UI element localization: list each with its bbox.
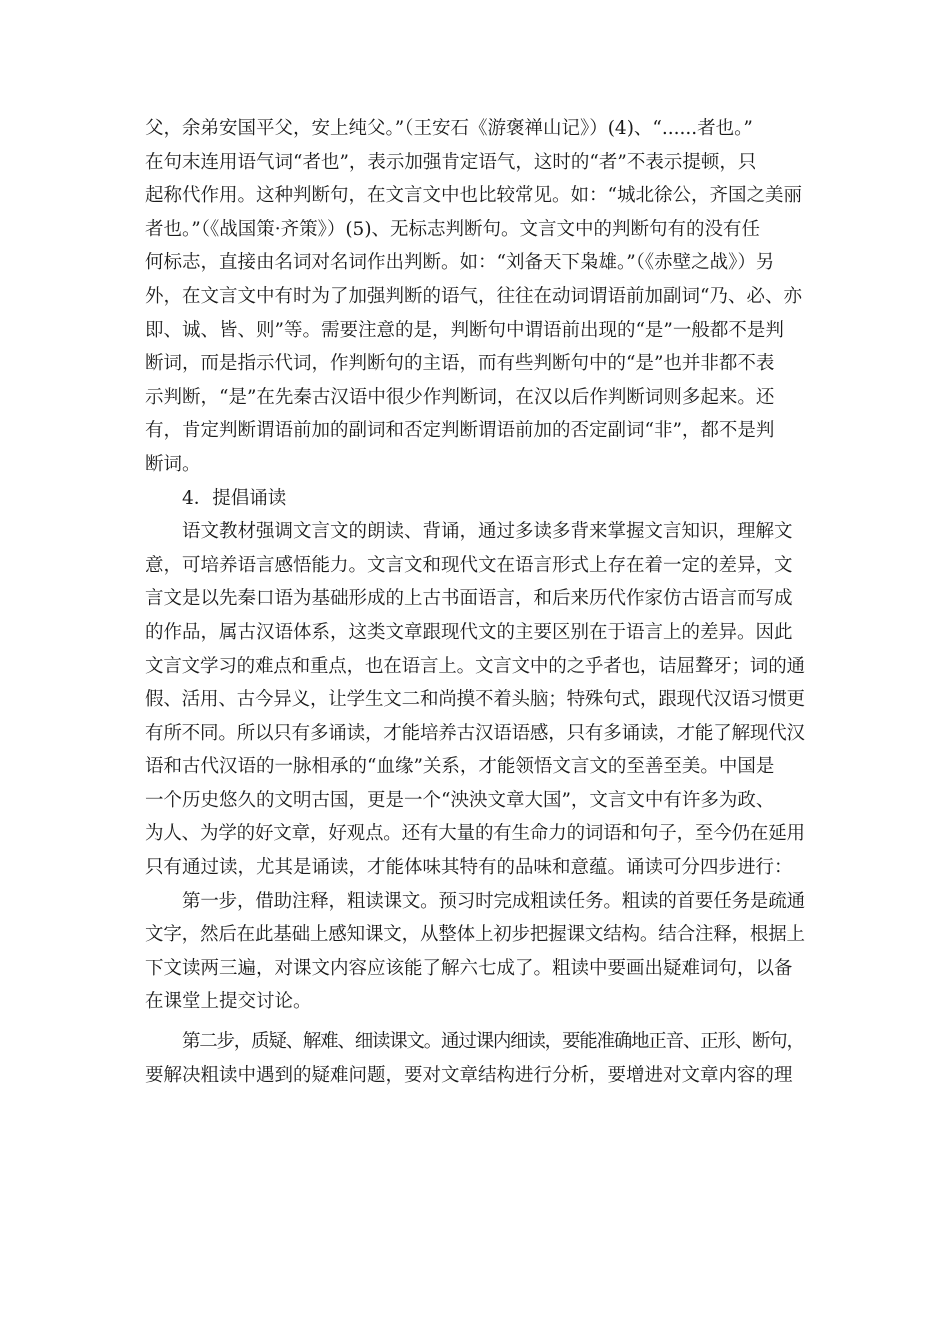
text-line: 要解决粗读中遇到的疑难问题，要对文章结构进行分析，要增进对文章内容的理 (145, 1064, 793, 1086)
text-line: 起称代作用。这种判断句，在文言文中也比较常见。如：“城北徐公，齐国之美丽 (145, 185, 802, 207)
text-line: 者也。”（《战国策·齐策》）(5)、无标志判断句。文言文中的判断句有的没有任 (145, 218, 761, 240)
text-line: 即、诚、皆、则”等。需要注意的是，判断句中谓语前出现的“是”一般都不是判 (145, 319, 784, 341)
text-line: 何标志，直接由名词对名词作出判断。如：“刘备天下枭雄。”（《赤壁之战》）另 (145, 252, 775, 274)
section-heading (145, 482, 805, 516)
text-line: 有，肯定判断谓语前加的副词和否定判断谓语前加的否定副词“非”，都不是判 (145, 420, 775, 442)
text-line: 意，可培养语言感悟能力。文言文和现代文在语言形式上存在着一定的差异，文 (145, 554, 793, 576)
text-line: 一个历史悠久的文明古国，更是一个“泱泱文章大国”，文言文中有许多为政、 (145, 789, 775, 811)
heading-line: 4．提倡诵读 (182, 487, 287, 509)
text-line: 第一步，借助注释，粗读课文。预习时完成粗读任务。粗读的首要任务是疏通 (182, 890, 805, 912)
text-line: 在课堂上提交讨论。 (145, 991, 312, 1013)
text-line: 语文教材强调文言文的朗读、背诵，通过多读多背来掌握文言知识，理解文 (182, 521, 793, 543)
text-line: 假、活用、古今异义，让学生文二和尚摸不着头脑；特殊句式，跟现代汉语习惯更 (145, 689, 805, 711)
text-line: 断词，而是指示代词，作判断句的主语，而有些判断句中的“是”也并非都不表 (145, 353, 775, 375)
text-line: 言文是以先秦口语为基础形成的上古书面语言，和后来历代作家仿古语言而写成 (145, 588, 793, 610)
text-line: 外，在文言文中有时为了加强判断的语气，往往在动词谓语前加副词“乃、必、亦 (145, 285, 802, 307)
paragraph (145, 515, 805, 885)
text-line: 第二步，质疑、解难、细读课文。通过课内细读，要能准确地正音、正形、断句， (182, 1031, 804, 1053)
text-line: 为人、为学的好文章，好观点。还有大量的有生命力的词语和句子，至今仍在延用 (145, 823, 805, 845)
text-line: 语和古代汉语的一脉相承的“血缘”关系，才能领悟文言文的至善至美。中国是 (145, 756, 775, 778)
text-line: 示判断，“是”在先秦古汉语中很少作判断词，在汉以后作判断词则多起来。还 (145, 386, 775, 408)
text-line: 文字，然后在此基础上感知课文，从整体上初步把握课文结构。结合注释，根据上 (145, 924, 805, 946)
document-body (145, 112, 805, 1092)
paragraph (145, 112, 805, 482)
text-line: 在句末连用语气词“者也”，表示加强肯定语气，这时的“者”不表示提顿，只 (145, 151, 757, 173)
text-line: 断词。 (145, 453, 201, 475)
text-line: 下文读两三遍，对课文内容应该能了解六七成了。粗读中要画出疑难词句，以备 (145, 957, 793, 979)
text-line: 只有通过读，尤其是诵读，才能体味其特有的品味和意蕴。诵读可分四步进行： (145, 857, 793, 879)
text-line: 有所不同。所以只有多诵读，才能培养古汉语语感，只有多诵读，才能了解现代汉 (145, 722, 805, 744)
text-line: 的作品，属古汉语体系，这类文章跟现代文的主要区别在于语言上的差异。因此 (145, 621, 793, 643)
text-line: 父，余弟安国平父，安上纯父。”（王安石《游褒禅山记》）(4)、“......者也。” (145, 118, 753, 139)
paragraph (145, 1025, 805, 1092)
paragraph (145, 885, 805, 1019)
text-line: 文言文学习的难点和重点，也在语言上。文言文中的之乎者也，诘屈聱牙；词的通 (145, 655, 805, 677)
